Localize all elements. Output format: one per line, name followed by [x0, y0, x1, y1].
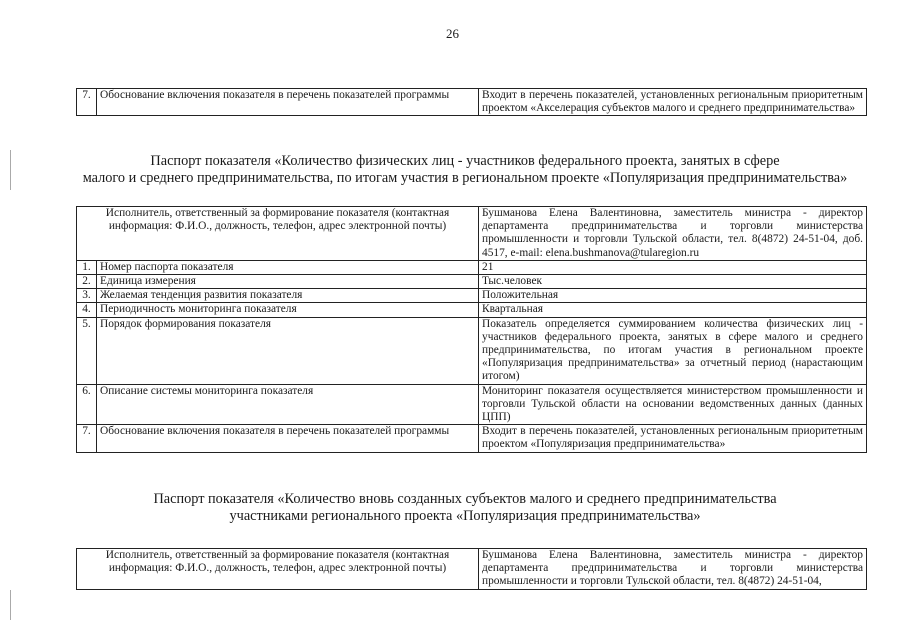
- row-number: 5.: [77, 317, 97, 384]
- row-label: Номер паспорта показателя: [97, 260, 479, 274]
- table-row: [77, 260, 867, 274]
- row-number: 1.: [77, 260, 97, 274]
- passport-table-2: [76, 548, 867, 590]
- row-number: 2.: [77, 275, 97, 289]
- section1-heading: [40, 153, 890, 187]
- row-number: 3.: [77, 289, 97, 303]
- executor-value: Бушманова Елена Валентиновна, заместитель министра - директор департамента предпринимательства и торговли министерства промышленности и торговли Тульской области, тел. 8(4872) 24-51-04,: [479, 549, 867, 590]
- row-value: Положительная: [479, 289, 867, 303]
- top-passport-table: [76, 88, 867, 116]
- table-row: [77, 317, 867, 384]
- row-value: Входит в перечень показателей, установленных региональным приоритетным проектом «Акселерация субъектов малого и среднего предпринимательства»: [479, 89, 867, 116]
- row-label: Обоснование включения показателя в перечень показателей программы: [97, 89, 479, 116]
- row-label: Порядок формирования показателя: [97, 317, 479, 384]
- row-value: Входит в перечень показателей, установленных региональным приоритетным проектом «Популяризация предпринимательства»: [479, 425, 867, 452]
- executor-label: Исполнитель, ответственный за формирование показателя (контактная информация: Ф.И.О., должность, телефон, адрес электронной почты): [77, 549, 479, 590]
- row-label: Описание системы мониторинга показателя: [97, 384, 479, 425]
- executor-label: Исполнитель, ответственный за формирование показателя (контактная информация: Ф.И.О., должность, телефон, адрес электронной почты): [77, 207, 479, 261]
- section1-heading-line1: Паспорт показателя «Количество физических лиц - участников федерального проекта, занятых в сфере: [150, 153, 780, 169]
- section2-heading: [40, 491, 890, 525]
- section2-heading-line1: Паспорт показателя «Количество вновь созданных субъектов малого и среднего предпринимательства: [153, 491, 777, 507]
- table-row: [77, 303, 867, 317]
- executor-row: [77, 549, 867, 590]
- table-row: [77, 275, 867, 289]
- section2-heading-line2: участниками регионального проекта «Популяризация предпринимательства»: [229, 508, 701, 524]
- row-value: Показатель определяется суммированием количества физических лиц - участников федерального проекта, занятых в сфере малого и среднего предпринимательства, по итогам участия в региональном проекте «Популяризация предпринимательства» за отчетный период (нарастающим итогом): [479, 317, 867, 384]
- passport-table-1: [76, 206, 867, 453]
- section1-heading-line2: малого и среднего предпринимательства, по итогам участия в региональном проекте «Популяризация предпринимательства»: [82, 170, 848, 186]
- page-number: 26: [446, 26, 459, 41]
- row-value: Тыс.человек: [479, 275, 867, 289]
- row-number: 6.: [77, 384, 97, 425]
- row-value: Мониторинг показателя осуществляется министерством промышленности и торговли Тульской области на основании ведомственных данных (данных ЦПП): [479, 384, 867, 425]
- executor-row: [77, 207, 867, 261]
- scan-margin-mark: [10, 150, 11, 190]
- table-row: [77, 384, 867, 425]
- row-number: 7.: [77, 425, 97, 452]
- row-number: 7.: [77, 89, 97, 116]
- executor-value: Бушманова Елена Валентиновна, заместитель министра - директор департамента предпринимательства и торговли министерства промышленности и торговли Тульской области, тел. 8(4872) 24-51-04, доб. 4517, e-mail: elena.bushmanova@tularegion.ru: [479, 207, 867, 261]
- row-value: Квартальная: [479, 303, 867, 317]
- scan-margin-mark: [10, 590, 11, 620]
- row-label: Желаемая тенденция развития показателя: [97, 289, 479, 303]
- row-label: Обоснование включения показателя в перечень показателей программы: [97, 425, 479, 452]
- row-number: 4.: [77, 303, 97, 317]
- table-row: [77, 89, 867, 116]
- row-label: Периодичность мониторинга показателя: [97, 303, 479, 317]
- table-row: [77, 289, 867, 303]
- row-value: 21: [479, 260, 867, 274]
- row-label: Единица измерения: [97, 275, 479, 289]
- table-row: [77, 425, 867, 452]
